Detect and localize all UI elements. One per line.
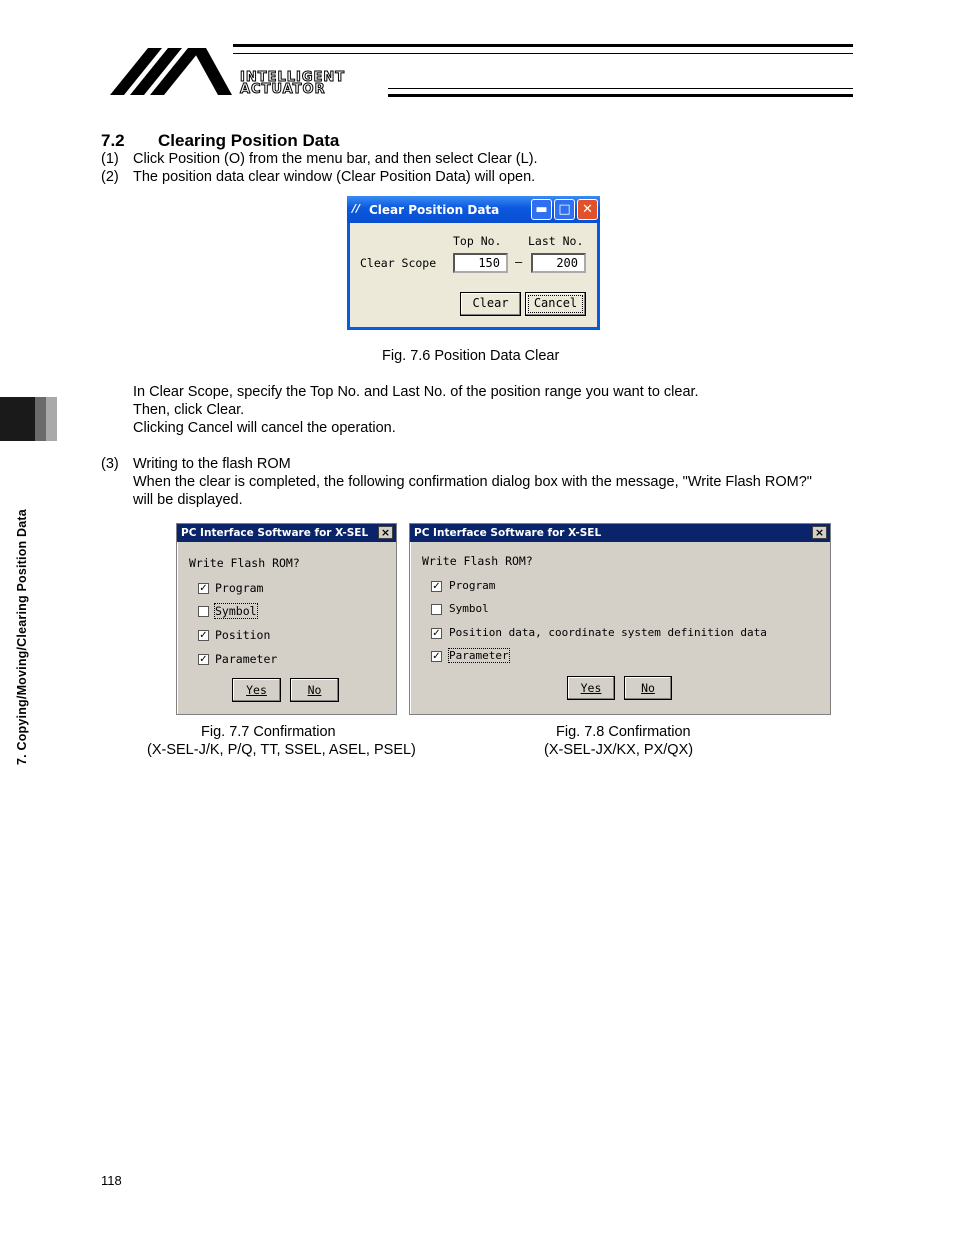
clear-scope-label: Clear Scope <box>360 256 437 270</box>
write-flash-rom-dialog-b <box>409 523 831 715</box>
dialog-a-checkbox-position[interactable]: ✓ <box>199 630 208 641</box>
app-icon: // <box>352 202 361 215</box>
dialog-a-yes-button[interactable]: Yes <box>232 678 281 702</box>
instruction-line-2: Then, click Clear. <box>133 402 245 418</box>
instruction-line-1: In Clear Scope, specify the Top No. and Last No. of the position range you want to clear. <box>133 384 699 400</box>
last-no-label: Last No. <box>528 234 584 248</box>
dialog-b-yes-button[interactable]: Yes <box>567 676 615 700</box>
cancel-button[interactable]: Cancel <box>525 292 586 316</box>
step-2-text: The position data clear window (Clear Position Data) will open. <box>133 169 536 185</box>
dialog-a-label-program: Program <box>215 581 264 595</box>
dialog-b-label-symbol: Symbol <box>449 602 489 615</box>
section-number: 7.2 <box>101 131 125 150</box>
clear-button[interactable]: Clear <box>460 292 521 316</box>
minimize-button[interactable]: ▬ <box>531 199 552 220</box>
dialog-b-checkbox-program[interactable]: ✓ <box>432 581 441 592</box>
last-no-input[interactable]: 200 <box>531 253 586 273</box>
dialog-a-checkbox-program[interactable]: ✓ <box>199 583 208 594</box>
clear-position-data-window <box>347 196 600 330</box>
step-3-number: (3) <box>101 456 119 472</box>
step-3-line-1: When the clear is completed, the following confirmation dialog box with the message, "Write Flash ROM?" <box>133 474 812 490</box>
dialog-b-title-bar <box>410 524 830 542</box>
logo-text-actuator: ACTUATOR <box>240 82 326 97</box>
step-3-title: Writing to the flash ROM <box>133 456 291 472</box>
dialog-a-prompt: Write Flash ROM? <box>189 556 300 570</box>
fig-7-7-models: (X-SEL-J/K, P/Q, TT, SSEL, ASEL, PSEL) <box>147 742 416 758</box>
step-1-text: Click Position (O) from the menu bar, and then select Clear (L). <box>133 151 538 167</box>
dialog-a-checkbox-parameter[interactable]: ✓ <box>199 654 208 665</box>
dialog-a-label-symbol: Symbol <box>215 604 257 618</box>
chapter-tab-marker <box>0 397 35 441</box>
dialog-a-label-parameter: Parameter <box>215 652 278 666</box>
window-title: Clear Position Data <box>369 202 500 217</box>
fig-7-8-models: (X-SEL-JX/KX, PX/QX) <box>544 742 694 758</box>
logo-text-intelligent: INTELLIGENT <box>240 70 346 85</box>
dialog-a-close-button[interactable]: × <box>378 526 393 539</box>
fig-7-8-caption: Fig. 7.8 Confirmation <box>556 724 691 740</box>
dialog-b-no-button[interactable]: No <box>624 676 672 700</box>
header-rule-bottom <box>388 88 853 97</box>
write-flash-rom-dialog-a <box>176 523 397 715</box>
dialog-a-checkbox-symbol[interactable] <box>198 606 209 617</box>
dialog-a-title-bar <box>177 524 396 542</box>
dialog-a-title: PC Interface Software for X-SEL <box>181 527 369 539</box>
range-dash: – <box>515 255 523 269</box>
top-no-label: Top No. <box>453 234 502 248</box>
fig-7-7-caption: Fig. 7.7 Confirmation <box>201 724 336 740</box>
chapter-tab-marker-mid <box>35 397 46 441</box>
dialog-b-label-parameter: Parameter <box>449 649 509 662</box>
dialog-b-checkbox-parameter[interactable]: ✓ <box>432 651 441 662</box>
chapter-tab-marker-light <box>46 397 57 441</box>
dialog-b-close-button[interactable]: × <box>812 526 827 539</box>
dialog-b-title: PC Interface Software for X-SEL <box>414 527 602 539</box>
window-title-bar <box>347 196 600 223</box>
header-rule-top <box>233 44 853 54</box>
chapter-side-label: 7. Copying/Moving/Clearing Position Data <box>15 509 29 765</box>
dialog-b-checkbox-position[interactable]: ✓ <box>432 628 441 639</box>
top-no-input[interactable]: 150 <box>453 253 508 273</box>
fig-7-6-caption: Fig. 7.6 Position Data Clear <box>382 348 560 364</box>
dialog-a-label-position: Position <box>215 628 271 642</box>
maximize-button[interactable]: □ <box>554 199 575 220</box>
dialog-a-no-button[interactable]: No <box>290 678 339 702</box>
step-1-number: (1) <box>101 151 119 167</box>
company-logo-mark <box>110 44 234 96</box>
instruction-line-3: Clicking Cancel will cancel the operation. <box>133 420 396 436</box>
dialog-b-prompt: Write Flash ROM? <box>422 554 533 568</box>
dialog-b-label-program: Program <box>449 579 496 592</box>
step-2-number: (2) <box>101 169 119 185</box>
page-number: 118 <box>101 1173 122 1188</box>
dialog-b-checkbox-symbol[interactable] <box>431 604 442 615</box>
step-3-line-2: will be displayed. <box>133 492 243 508</box>
section-title: Clearing Position Data <box>158 131 340 150</box>
dialog-b-label-position: Position data, coordinate system definition data <box>449 626 767 639</box>
close-button[interactable]: ✕ <box>577 199 598 220</box>
